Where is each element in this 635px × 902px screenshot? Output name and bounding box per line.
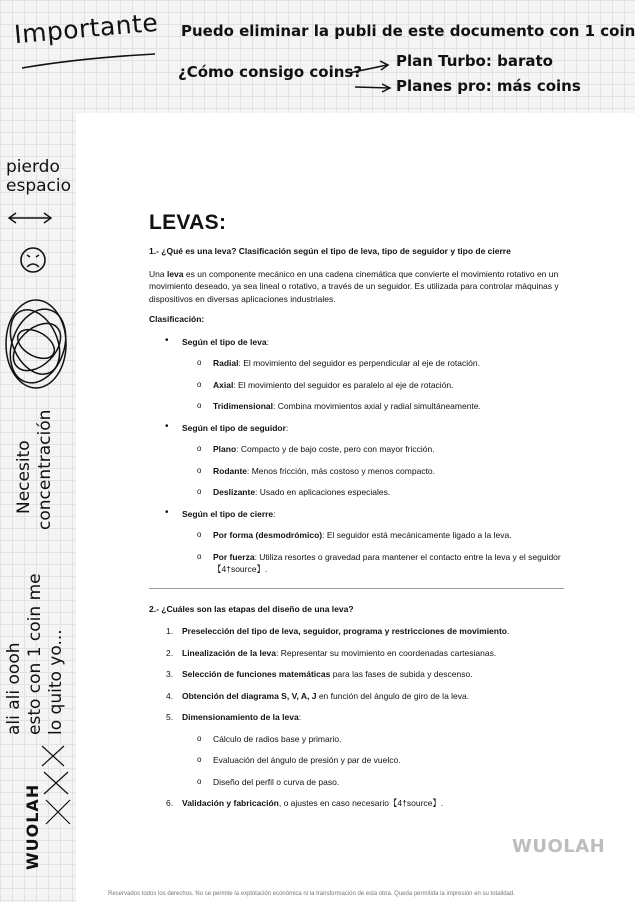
doc-title: LEVAS: xyxy=(149,211,227,234)
cross-marks-icon xyxy=(38,742,74,830)
list-item: o Por forma (desmodrómico): El seguidor está mecánicamente ligado a la leva. xyxy=(197,530,512,540)
arrow-icon xyxy=(347,55,393,95)
list-item: o Rodante: Menos fricción, más costoso y menos compacto. xyxy=(197,465,436,476)
pierdo-espacio-text: pierdo espacio xyxy=(6,157,71,196)
list-item: 6. Validación y fabricación, o ajustes en caso necesario【4†source】. xyxy=(166,798,444,808)
ali-ali-text: ali ali oooh esto con 1 coin me lo quito yo... xyxy=(4,573,66,735)
question-2: 2.- ¿Cuáles son las etapas del diseño de una leva? xyxy=(149,603,354,614)
list-item: o Diseño del perfil o curva de paso. xyxy=(197,776,340,787)
scribble-icon xyxy=(0,292,76,400)
plan-turbo-link[interactable]: Plan Turbo: barato xyxy=(396,52,553,70)
list-item: o Deslizante: Usado en aplicaciones especiales. xyxy=(197,487,391,497)
list-item: o Radial: El movimiento del seguidor es perpendicular al eje de rotación. xyxy=(197,358,480,368)
list-item: o Plano: Compacto y de bajo coste, pero con mayor fricción. xyxy=(197,444,435,454)
banner-line-1: Puedo eliminar la publi de este documento con 1 coin xyxy=(181,22,635,40)
clasificacion-heading: Clasificación: xyxy=(149,314,205,324)
list-item: • Según el tipo de leva: xyxy=(165,334,269,347)
wuolah-side-logo: WUOLAH xyxy=(23,783,42,870)
list-item: o Por fuerza: Utiliza resortes o gravedad para mantener el contacto entre la leva y el seguidor【4†source】. xyxy=(197,551,561,574)
list-item: o Tridimensional: Combina movimientos axial y radial simultáneamente. xyxy=(197,401,481,411)
necesito-concentracion-text: Necesito concentración xyxy=(14,409,55,530)
divider xyxy=(149,588,564,589)
wuolah-logo: WUOLAH xyxy=(512,836,606,857)
list-item: • Según el tipo de cierre: xyxy=(165,506,276,519)
list-item: • Según el tipo de seguidor: xyxy=(165,420,289,433)
footer-rights: Reservados todos los derechos. No se permite la explotación económica ni la transformación de esta obra. Queda permitida la impresión en su totalidad. xyxy=(108,891,515,897)
list-item: o Cálculo de radios base y primario. xyxy=(197,733,342,744)
list-item: 3. Selección de funciones matemáticas para las fases de subida y descenso. xyxy=(166,669,473,679)
document-page xyxy=(76,113,635,902)
list-item: o Axial: El movimiento del seguidor es paralelo al eje de rotación. xyxy=(197,379,454,390)
double-arrow-icon xyxy=(6,208,54,228)
document-content xyxy=(149,211,569,819)
list-item: 1. Preselección del tipo de leva, seguidor, programa y restricciones de movimiento. xyxy=(166,626,510,636)
question-1: 1.- ¿Qué es una leva? Clasificación según el tipo de leva, tipo de seguidor y tipo de cierre xyxy=(149,246,511,256)
banner-line-2: ¿Cómo consigo coins? xyxy=(178,63,363,81)
importante-label: Importante xyxy=(13,7,160,50)
list-item: 4. Obtención del diagrama S, V, A, J en función del ángulo de giro de la leva. xyxy=(166,690,470,701)
list-item: 2. Linealización de la leva: Representar su movimiento en coordenadas cartesianas. xyxy=(166,647,497,658)
planes-pro-link[interactable]: Planes pro: más coins xyxy=(396,77,581,95)
intro-paragraph: Una leva es un componente mecánico en una cadena cinemática que convierte el movimiento rotativo en un movimiento deseado, ya sea lineal o rotativo, a través de un seguidor. Es utilizada para controlar máquinas y dispositivos en diversas aplicaciones industriales. xyxy=(149,268,559,304)
sad-face-icon xyxy=(18,245,48,275)
list-item: 5. Dimensionamiento de la leva: xyxy=(166,712,302,722)
list-item: o Evaluación del ángulo de presión y par de vuelco. xyxy=(197,755,401,765)
promo-banner xyxy=(0,0,635,110)
underline-icon xyxy=(20,52,160,72)
